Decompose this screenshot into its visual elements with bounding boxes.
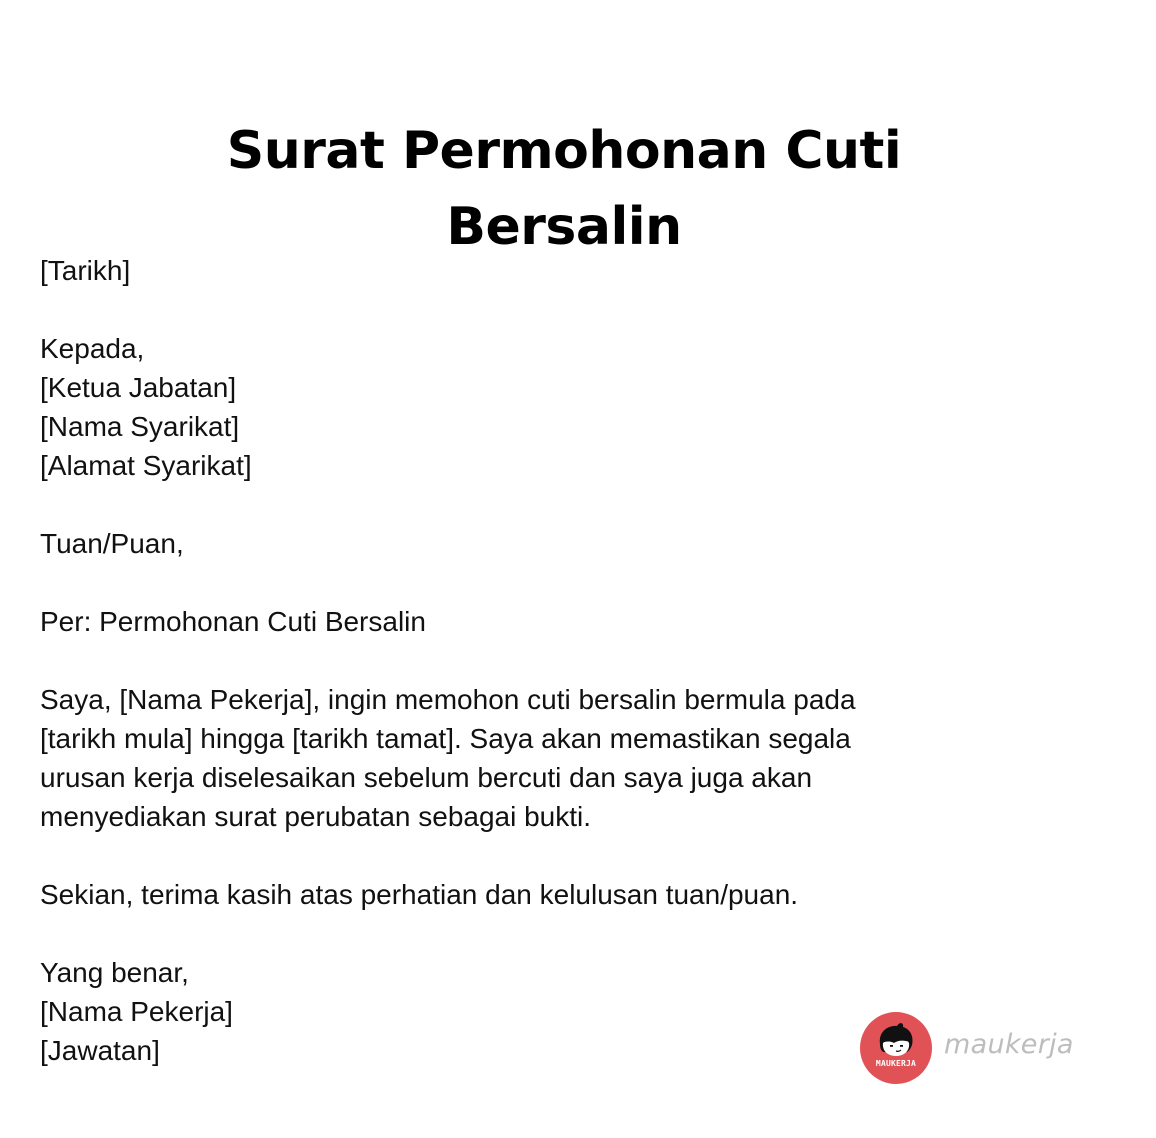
body-line: [tarikh mula] hingga [tarikh tamat]. Saya akan memastikan segala <box>40 723 851 754</box>
title-line-2: Bersalin <box>446 196 682 257</box>
spacer <box>40 914 1040 953</box>
recipient-line-company-address: [Alamat Syarikat] <box>40 450 252 481</box>
brand-wordmark: maukerja <box>944 1029 1074 1060</box>
mascot-face-icon <box>860 1012 932 1084</box>
signoff-name: [Nama Pekerja] <box>40 996 233 1027</box>
body-line: menyediakan surat perubatan sebagai bukti. <box>40 801 592 832</box>
closing-paragraph: Sekian, terima kasih atas perhatian dan kelulusan tuan/puan. <box>40 879 799 910</box>
recipient-block <box>40 329 1040 485</box>
signoff-closing: Yang benar, <box>40 957 189 988</box>
spacer <box>40 641 1040 680</box>
body-paragraph <box>40 680 1040 836</box>
recipient-line-department-head: [Ketua Jabatan] <box>40 372 237 403</box>
body-line: urusan kerja diselesaikan sebelum bercuti dan saya juga akan <box>40 762 813 793</box>
brand-watermark <box>860 1012 1090 1086</box>
brand-logo <box>860 1012 932 1084</box>
signoff-position: [Jawatan] <box>40 1035 160 1066</box>
greeting: Tuan/Puan, <box>40 528 184 559</box>
spacer <box>40 485 1040 524</box>
recipient-salutation: Kepada, <box>40 333 145 364</box>
date-placeholder: [Tarikh] <box>40 255 131 286</box>
body-line: Saya, [Nama Pekerja], ingin memohon cuti bersalin bermula pada <box>40 684 856 715</box>
spacer <box>40 563 1040 602</box>
spacer <box>40 290 1040 329</box>
brand-logo-label: MAUKERJA <box>875 1059 917 1068</box>
subject-line: Per: Permohonan Cuti Bersalin <box>40 606 426 637</box>
document-title <box>0 113 1128 265</box>
spacer <box>40 836 1040 875</box>
title-line-1: Surat Permohonan Cuti <box>226 120 902 181</box>
recipient-line-company-name: [Nama Syarikat] <box>40 411 240 442</box>
letter-body <box>40 251 1040 1070</box>
